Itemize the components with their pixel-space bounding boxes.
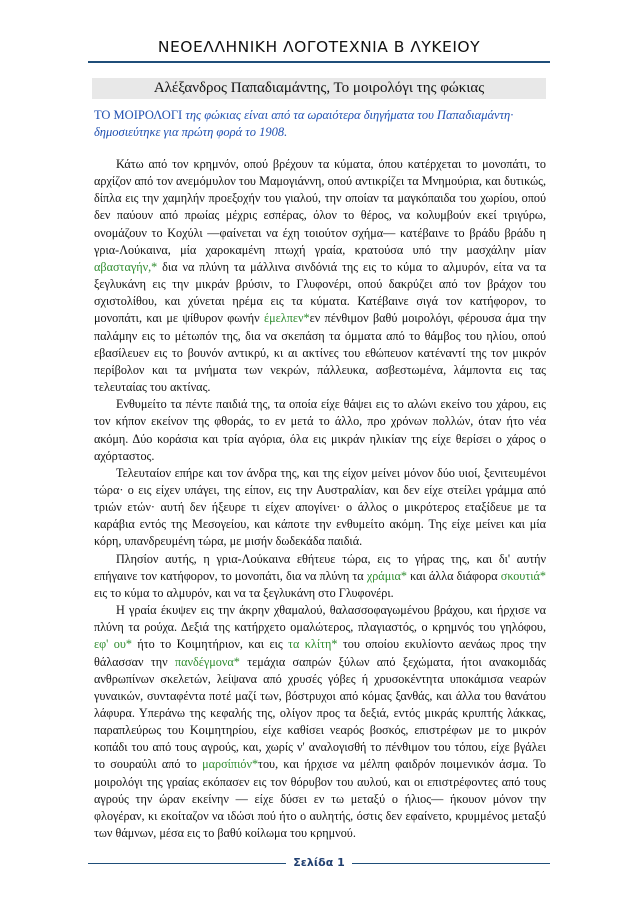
intro-first-words: ΤΟ ΜΟΙΡΟΛΟΓΙ bbox=[94, 108, 183, 122]
work-title: Αλέξανδρος Παπαδιαμάντης, Το μοιρολόγι της φώκιας bbox=[92, 78, 546, 99]
paragraph-text: ήτο το Κοιμητήριον, και εις bbox=[131, 637, 289, 652]
paragraph-text: δια να πλύνη τα μάλλινα σινδόνιά της εις το κύμα το αλμυρόν, είτα να τα ξεγλυκάνη εις την μικράν βρύσιν, το Γλυφονέρι, οπού δακρύζει από τον βράχον του σχιστολίθου, και χύνεται ηρέμα εις τα κύματα. Κατέβαινε σιγά τον κατήφορον, το μονοπάτι, και με ψίθυρον φωνήν bbox=[94, 259, 546, 326]
paragraph bbox=[94, 602, 546, 842]
glossary-term: αβασταγήν,* bbox=[94, 259, 158, 274]
paragraph-text: Κάτω από τον κρημνόν, οπού βρέχουν τα κύματα, όπου κατέρχεται το μονοπάτι, το αρχίζον από τον ανεμόμυλον του Μαμογιάννη, οπού αντικρίζει τα Μνημούρια, και δυτικώς, δίπλα εις την χαμηλήν προεξοχήν του γιαλού, την οποίαν τα μαγκόπαιδα του χωρίου, οπού δεν παύουν από πρωίας μέχρις εσπέρας, όλον το θέρος, να κολυμβούν εκεί τριγύρω, ονομάζουν το Κοχύλι —φαίνεται να έχη τοιούτον σχήμα— κατέβαινε το βράδυ βράδυ η γρια-Λούκαινα, μία χαροκαμένη πτωχή γραία, κρατούσα υπό την μασχάλην μίαν bbox=[94, 157, 546, 257]
glossary-term: τα κλίτη* bbox=[288, 637, 338, 652]
glossary-term: σκουτιά* bbox=[500, 568, 546, 583]
footer-rule-right bbox=[352, 863, 550, 864]
paragraph bbox=[94, 551, 546, 602]
paragraph-text: τεμάχια σαπρών ξύλων από ξεχώματα, ήτοι ανακομιδάς ανθρωπίνων σκελετών, λείψανα από χρυσές γόβες ή χρυσοκέντητα υποκάμισα νεαρών γυναικών, συνταφέντα ποτέ μαζί των, βόστρυχοι από κόμας ξανθάς, και άλλα του θανάτου λάφυρα. Υπεράνω της κεφαλής της, ολίγον προς τα δεξιά, εντός μικράς κρυπτής λάκκας, παραπλεύρως του Κοιμητηρίου, είχε καθίσει νεαρός βοσκός, επιστρέφων με το μικρόν κοπάδι του από τους αγρούς, και, χωρίς ν' αναλογισθή το πένθιμον του τόπου, είχε βγάλει το σουραύλι από το bbox=[94, 654, 546, 772]
paragraph-text: του οποίου εκυλίοντο αενάως προς την θάλασσαν την bbox=[94, 637, 546, 669]
paragraph-text: Πλησίον αυτής, η γρια-Λούκαινα εθήτευε τώρα, εις το γήρας της, και δι' αυτήν επήγαινε τον κατήφορον, το μονοπάτι, δια να πλύνη τα bbox=[94, 551, 546, 583]
paragraph bbox=[94, 156, 546, 396]
paragraph bbox=[94, 465, 546, 551]
glossary-term: χράμια* bbox=[366, 568, 407, 583]
paragraph-text: Τελευταίον επήρε και τον άνδρα της, και της είχον μείνει μόνον δύο υιοί, ξενιτευμένοι τώρα· ο εις είχεν υπάγει, της είπον, εις την Αυστραλίαν, και δεν είχε στείλει γράμμα από τριών ετών· αυτή δεν ήξευρε τι είχεν απογίνει· ο άλλος ο μικρότερος εταξίδευε με τα καράβια εντός της Μεσογείου, και κάποτε την ενθυμείτο ακόμη. Της είχε μείνει και μία κόρη, υπανδρευμένη τώρα, με μισήν δωδεκάδα παιδιά. bbox=[94, 465, 546, 549]
paragraph-text: εν πένθιμον βαθύ μοιρολόγι, φέρουσα άμα την παλάμην εις το μέτωπόν της, δια να σκεπάση τα όμματα από το θάμβος του ηλίου, οπού εβασίλευεν εις το βουνόν αντικρύ, κι αι ακτίνες του εθώπευον κατέναντί της τον μικρόν περίβολον και τα μνήματα των νεκρών, πάλλευκα, ασβεστωμένα, λάμποντα εις τας τελευταίας του ακτίνας. bbox=[94, 311, 546, 395]
story-body bbox=[94, 156, 546, 842]
paragraph bbox=[94, 396, 546, 465]
page-footer bbox=[88, 856, 550, 872]
paragraph-text: εις το κύμα το αλμυρόν, και να τα ξεγλυκάνη στο Γλυφονέρι. bbox=[94, 585, 394, 600]
intro-rest: της φώκιας είναι από τα ωραιότερα διηγήματα του Παπαδιαμάντη· δημοσιεύτηκε για πρώτη φορά το 1908. bbox=[94, 108, 514, 139]
glossary-term: μαρσίπιόν* bbox=[202, 757, 259, 772]
paragraph-text: και άλλα διάφορα bbox=[406, 568, 501, 583]
glossary-term: έμελπεν* bbox=[264, 311, 310, 326]
glossary-term: πανδέγμονα* bbox=[174, 654, 240, 669]
paragraph-text: Η γραία έκυψεν εις την άκρην χθαμαλού, θαλασσοφαγωμένου βράχου, και ήρχισε να πλύνη τα ρούχα. Δεξιά της κατήρχετο ομαλώτερος, πλαγιαστός, ο κρημνός του γηλόφου, bbox=[94, 603, 546, 635]
intro-note bbox=[94, 107, 546, 141]
header-rule bbox=[88, 61, 550, 63]
page-number: Σελίδα 1 bbox=[293, 856, 345, 869]
glossary-term: εφ' ου* bbox=[94, 637, 132, 652]
paragraph-text: του, και ήρχισε να μέλπη φαιδρόν ποιμενικόν άσμα. Το μοιρολόγι της γραίας εκόπασεν εις τον θόρυβον του αυλού, και οι επιστρέφοντες από τους αγρούς την ώραν εκείνην — είχε δύσει εν τω μεταξύ ο ήλιος— ήκουον μόνον την φλογέραν, κι εκοίταζον να ιδώσι πού ήτο ο αυλητής, όστις δεν εφαίνετο, κρυμμένος μεταξύ των θάμνων, μέσα εις το βαθύ κοίλωμα του κρημνού. bbox=[94, 757, 547, 841]
paragraph-text: Ενθυμείτο τα πέντε παιδιά της, τα οποία είχε θάψει εις το αλώνι εκείνο του χάρου, εις τον κήπον εκείνον της φθοράς, το εν μετά το άλλο, προ χρόνων πολλών, όταν ήτο νέα ακόμη. Δύο κοράσια και τρία αγόρια, όλα εις μικράν ηλικίαν της είχε θερίσει ο χάρος ο αχόρταστος. bbox=[94, 397, 546, 463]
page-header-title: ΝΕΟΕΛΛΗΝΙΚΗ ΛΟΓΟΤΕΧΝΙΑ Β ΛΥΚΕΙΟΥ bbox=[157, 38, 481, 56]
